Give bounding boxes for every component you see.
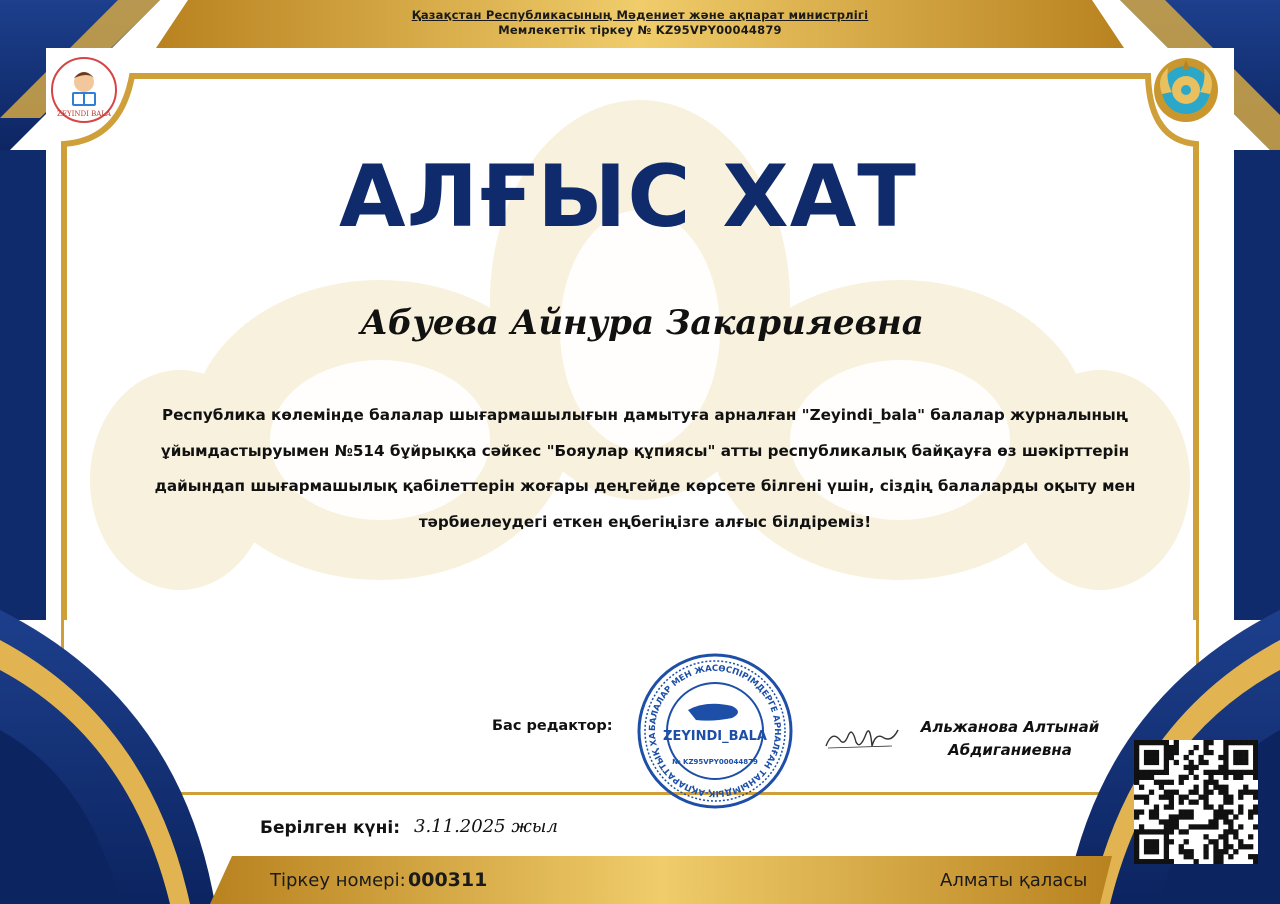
- ministry-name: Қазақстан Республикасының Мәдениет және ақпарат министрлігі: [411, 8, 869, 22]
- certificate-title: АЛҒЫС ХАТ: [339, 147, 917, 247]
- registration-number-value: 000311: [408, 869, 488, 891]
- state-registration: Мемлекеттік тіркеу № KZ95VPY00044879: [498, 23, 782, 37]
- svg-text:БАЛАЛАР МЕН ЖАСӨСПІРІМДЕРГЕ АР: БАЛАЛАР МЕН ЖАСӨСПІРІМДЕРГЕ АРНАЛҒАН ТАНЫМДЫҚ-АҚПАРАТТЫҚ ХА: [647, 663, 783, 799]
- zeyindi-bala-logo-icon: [50, 56, 118, 124]
- issue-date-value: 3.11.2025 жыл: [414, 816, 558, 837]
- stamp-number: № KZ95VPY00044879: [672, 758, 758, 766]
- editor-name-line1: Альжанова Алтынай: [920, 718, 1100, 736]
- svg-text:ZEYINDI BALA: ZEYINDI BALA: [57, 110, 111, 118]
- certificate-body: Республика көлемінде балалар шығармашылығын дамытуға арналған "Zeyindi_bala" балалар журналының ұйымдастыруымен №514 бұйрыққа сәйкес "Бояулар құпиясы" атты республикалық байқауға өз шәкірттерін дайындап шығармашылық қабілеттерін жоғары деңгейде көрсете білгені үшін, сіздің балаларды оқыту мен тәрбиелеудегі еткен еңбегіңізге алғыс білдіреміз!: [154, 406, 1136, 531]
- editor-label: Бас редактор:: [492, 718, 613, 734]
- stamp-center-text: ZEYINDI_BALA: [663, 729, 767, 744]
- issue-date-label: Берілген күні:: [260, 818, 401, 838]
- editor-name: [900, 716, 1120, 762]
- recipient-name: Абуева Айнура Закарияевна: [360, 303, 924, 343]
- signature-icon: [822, 712, 900, 758]
- city-name: Алматы қаласы: [940, 870, 1088, 891]
- registration-number-label: Тіркеу номері:: [270, 870, 406, 891]
- editor-name-line2: Абдиганиевна: [948, 741, 1072, 759]
- kazakhstan-emblem-icon: [1152, 54, 1220, 126]
- qr-code-icon: [1134, 740, 1258, 864]
- round-stamp-icon: [636, 652, 794, 810]
- ministry-header: [300, 8, 980, 38]
